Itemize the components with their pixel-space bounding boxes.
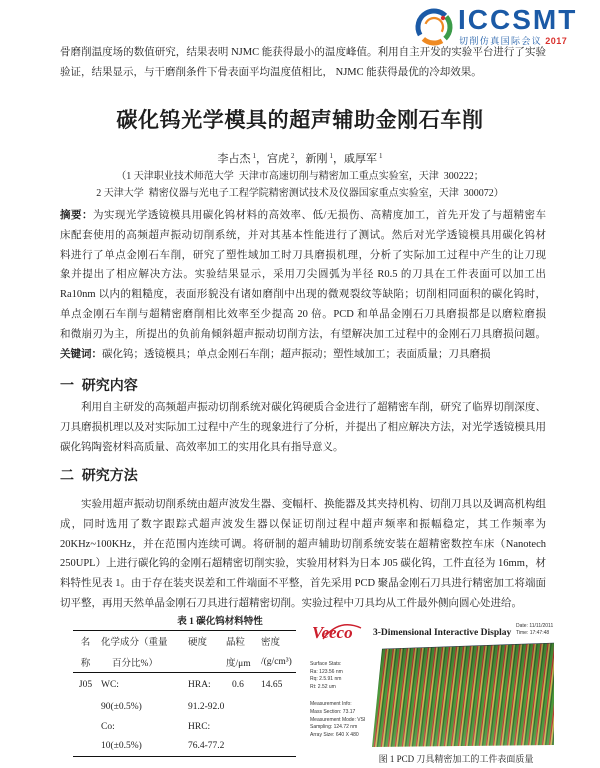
logo-subtitle-text: 切削仿真国际会议 — [459, 36, 543, 46]
surface-plot-3d — [370, 641, 556, 749]
affiliation-line: 2 天津大学 精密仪器与光电子工程学院精密测试技术及仪器国家重点实验室，天津 300072） — [96, 188, 504, 199]
author-separator: ， — [294, 153, 306, 165]
affiliation-line: （1 天津职业技术师范大学 天津市高速切削与精密加工重点实验室，天津 300222； — [116, 171, 484, 182]
table-header-cell: 化学成分（重量 — [101, 638, 168, 649]
text-line: 碳化钨陶瓷材料高质量、高效率加工的实用化具有指导意义。 — [60, 442, 344, 453]
table-header-cell: 称 — [73, 652, 98, 673]
table-cell — [73, 697, 98, 717]
figure-time: Time: 17:47:48 — [516, 629, 550, 636]
table-row — [73, 673, 296, 697]
text-line: 成，同时选用了数字跟踪式超声波发生器以保证切削过程中超声频率和振幅稳定，其工作频率为 — [60, 518, 546, 530]
table-header-cell: 名 — [80, 638, 91, 649]
table-cell — [258, 737, 296, 757]
logo-year: 2017 — [545, 36, 568, 46]
author-affiliation-mark: 2 — [291, 152, 295, 160]
abstract-line: 象并提出了相应解决方法。实验结果显示，采用刀尖圆弧为半径 R0.5 的刀具在工件表面可以加工出 — [60, 269, 546, 281]
table-cell — [224, 737, 258, 757]
veeco-logo: Veeco — [312, 623, 353, 642]
table-header-cell: 百分比%） — [98, 652, 184, 673]
table-cell: 14.65 — [261, 679, 283, 690]
text-line: 验证，结果显示，与干磨削条件下骨表面平均温度值相比， NJMC 能获得最优的冷却效果。 — [60, 67, 482, 78]
stats-heading: Surface Stats: — [310, 661, 342, 667]
abstract-line: 床配套使用的高频超声振动切削系统，并对其基本性能进行了测试。然后对光学透镜模具用碳化钨材 — [60, 229, 546, 241]
author-affiliation-mark: 1 — [329, 152, 333, 160]
stats-line: Rq: 2.5.91 nm — [310, 676, 342, 683]
table-cell: 90(±0.5%) — [101, 701, 142, 712]
table-header-cell: 晶粒 — [226, 638, 246, 649]
table-cell — [224, 717, 258, 737]
circular-ring-emblem-icon — [414, 7, 454, 47]
info-line: Measurement Mode: VSI — [310, 716, 366, 723]
table-cell — [73, 737, 98, 757]
table-cell: 0.6 — [232, 679, 244, 690]
table-header-row — [73, 631, 296, 652]
abstract-text: 为实现光学透镜模具用碳化钨材料的高效率、低/无损伤、高精度加工，首先开发了与超精密车 — [92, 210, 546, 221]
table-cell: WC: — [101, 679, 119, 690]
figure-date: Date: 11/11/2011 — [516, 623, 554, 629]
table-row — [73, 697, 296, 717]
section-body — [60, 495, 546, 614]
table-cell — [258, 697, 296, 717]
table-header-cell — [184, 652, 224, 673]
table-header-cell: 度/μm — [224, 652, 258, 673]
abstract-line: Ra10nm 以内的粗糙度，表面形貌没有诸如磨削中出现的微观裂纹等缺陷；切削相同面积的碳化钨时， — [60, 289, 546, 301]
author-affiliation-mark: 1 — [379, 152, 383, 160]
surface-shading — [372, 643, 554, 747]
table-header-cell: 硬度 — [188, 638, 208, 649]
author-affiliation-mark: 1 — [252, 152, 256, 160]
text-line: 实验用超声振动切削系统由超声波发生器、变幅杆、换能器及其夹持机构、切削刀具以及调高机构组 — [81, 499, 546, 510]
table-cell: Co: — [101, 721, 115, 732]
table-cell: 91.2-92.0 — [188, 701, 225, 712]
text-line: 刀具磨损机理以及对实际加工过程中产生的现象进行了分析，并提出了相应解决方法，对光学透镜模具用 — [60, 422, 546, 433]
text-line: 切平整，再用天然单晶金刚石刀具进行超精密切削。实验过程中刀具均从工件最外侧向圆心处进给。 — [60, 597, 522, 609]
stats-line: Ra: 123.56 nm — [310, 668, 343, 675]
text-line: 250UPL）上进行碳化钨的金刚石超精密切削实验，实验用材料为日本 J05 碳化钨，工件直径为 16mm，材 — [60, 558, 546, 570]
table-row — [73, 717, 296, 737]
section-body — [60, 398, 546, 458]
info-line: Sampling: 124.72 nm — [310, 724, 358, 731]
info-line: Array Size: 640 X 480 — [310, 731, 359, 738]
stats-spacer — [310, 691, 365, 701]
paper-title: 碳化钨光学模具的超声辅助金刚石车削 — [116, 108, 484, 132]
author-name: 宫虎 — [267, 153, 289, 165]
author-list — [0, 150, 600, 168]
surface-figure — [303, 618, 558, 752]
author-name: 新刚 — [305, 153, 328, 165]
stats-line: Rt: 2.52 um — [310, 683, 336, 690]
keywords-text: 碳化钨；透镜模具；单点金刚石车削；超声振动；塑性域加工；表面质量；刀具磨损 — [102, 348, 491, 360]
table-cell: 10(±0.5%) — [101, 741, 142, 752]
previous-article-tail — [60, 43, 546, 83]
material-properties-table — [73, 630, 296, 757]
figure-timestamp — [516, 623, 553, 636]
keywords-label: 关键词： — [60, 347, 102, 360]
table-cell: J05 — [78, 679, 93, 690]
author-name: 戚厚军 — [344, 153, 377, 165]
author-name: 李占杰 — [217, 153, 251, 165]
figure-stats-panel — [310, 661, 365, 739]
table-cell — [258, 717, 296, 737]
table-caption: 表 1 碳化钨材料特性 — [177, 617, 263, 627]
text-line: 料特性见表 1。由于存在装夹误差和工件端面不平整，首先采用 PCD 聚晶金刚石刀具进行精密加工将端面 — [60, 578, 546, 590]
abstract-line — [60, 206, 546, 226]
table-cell: HRC: — [188, 721, 211, 732]
figure-caption: 图 1 PCD 刀具精密加工的工件表面质量 — [378, 754, 534, 764]
abstract — [60, 206, 546, 364]
text-line: 利用自主研发的高频超声振动切削系统对碳化钨硬质合金进行了超精密车削，研究了临界切削深度、 — [81, 402, 546, 413]
abstract-line: 料进行了单点金刚石车削，研究了塑性域加工时刀具磨损机理，分析了实际加工过程中产生的让刀现 — [60, 249, 546, 261]
table-cell — [224, 697, 258, 717]
info-heading: Measurement Info: — [310, 701, 352, 708]
figure-display-title: 3-Dimensional Interactive Display — [373, 628, 512, 638]
abstract-label: 摘要： — [60, 209, 93, 221]
abstract-line: 单点金刚石车削与超精密磨削相比效率至少提高 20 倍。PCD 和单晶金刚石刀具磨损都是以磨粒磨损 — [60, 308, 546, 320]
author-separator: ， — [333, 153, 344, 165]
table-cell — [73, 717, 98, 737]
info-line: Mass Section: 73.17 — [310, 708, 356, 715]
keywords-line — [60, 345, 546, 365]
table-cell: 76.4-77.2 — [188, 741, 225, 752]
author-separator: ， — [256, 153, 267, 165]
section-heading: 一 研究内容 — [60, 377, 138, 393]
text-line: 20KHz~100KHz，并在范围内连续可调。将研制的超声辅助切削系统安装在超精密数控车床（Nanotech — [60, 538, 546, 550]
text-line: 骨磨削温度场的数值研究，结果表明 NJMC 能获得最小的温度峰值。利用自主开发的实验平台进行了实验 — [60, 47, 546, 58]
section-heading: 二 研究方法 — [60, 467, 138, 483]
table-cell: HRA: — [188, 679, 211, 690]
table-header-cell: /(g/cm³) — [258, 652, 296, 673]
table-header-cell: 密度 — [261, 638, 281, 649]
abstract-line: 和微崩刃为主，所提出的负前角倾斜超声振动切削方法，有望解决加工过程中的金刚石刀具磨损问题。 — [60, 328, 546, 340]
logo-wordmark: ICCSMT — [458, 4, 578, 35]
table-header-row — [73, 652, 296, 673]
table-row — [73, 737, 296, 757]
